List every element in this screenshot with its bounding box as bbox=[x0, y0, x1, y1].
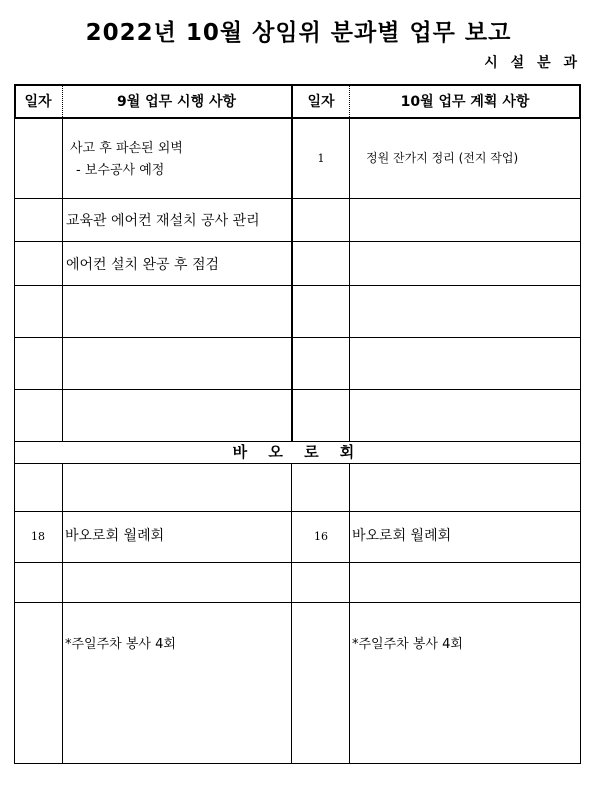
row1-left-line2: - 보수공사 예정 bbox=[76, 163, 165, 178]
row-divider bbox=[14, 463, 581, 464]
bao-right-service: *주일주차 봉사 4회 bbox=[352, 637, 463, 652]
column-divider bbox=[62, 463, 63, 764]
header-date-right: 일자 bbox=[307, 94, 335, 110]
header-date-left: 일자 bbox=[24, 94, 52, 110]
row3-left-item: 에어컨 설치 완공 후 점검 bbox=[66, 257, 220, 273]
bao-right-date: 16 bbox=[314, 530, 328, 543]
department-label: 시 설 분 과 bbox=[484, 55, 581, 71]
column-divider bbox=[349, 463, 350, 764]
bao-left-date: 18 bbox=[31, 530, 45, 543]
bao-right-item: 바오로회 월례회 bbox=[352, 528, 452, 544]
bao-left-item: 바오로회 월례회 bbox=[65, 528, 165, 544]
column-divider bbox=[349, 118, 350, 441]
column-divider bbox=[291, 84, 293, 441]
row1-right-date: 1 bbox=[317, 152, 325, 165]
header-sept-items: 9월 업무 시행 사항 bbox=[116, 94, 237, 110]
row-divider bbox=[14, 337, 581, 338]
row-divider bbox=[14, 562, 581, 563]
row-divider bbox=[14, 241, 581, 242]
row-divider bbox=[14, 198, 581, 199]
row-divider bbox=[14, 389, 581, 390]
row-divider bbox=[14, 602, 581, 603]
column-divider bbox=[291, 463, 292, 764]
column-divider bbox=[62, 118, 63, 441]
row-divider bbox=[14, 511, 581, 512]
section-bao-title: 바 오 로 회 bbox=[232, 443, 363, 461]
row2-left-item: 교육관 에어컨 재설치 공사 관리 bbox=[66, 213, 260, 229]
row1-left-line1: 사고 후 파손된 외벽 bbox=[70, 141, 183, 156]
row1-right-item: 정원 잔가지 정리 (전지 작업) bbox=[366, 151, 519, 165]
page-title: 2022년 10월 상임위 분과별 업무 보고 bbox=[85, 20, 512, 46]
row-divider bbox=[14, 285, 581, 286]
header-oct-items: 10월 업무 계획 사항 bbox=[400, 94, 530, 110]
report-table bbox=[14, 84, 581, 764]
bao-left-service: *주일주차 봉사 4회 bbox=[65, 637, 176, 652]
